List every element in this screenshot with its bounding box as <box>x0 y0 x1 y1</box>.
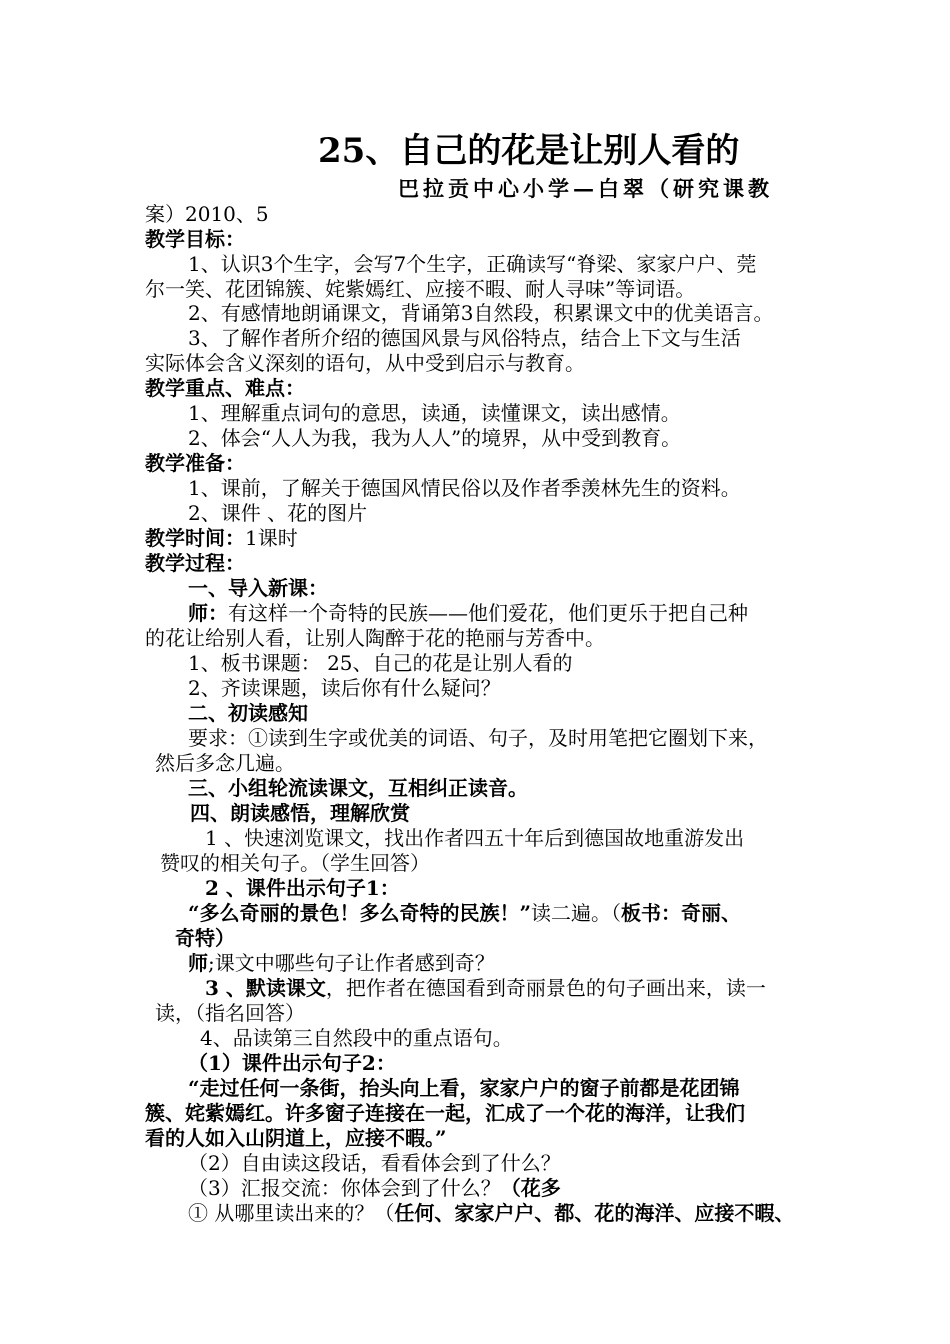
step-4-1: （1）课件出示句子2： <box>188 1051 396 1075</box>
lesson-title: 25、自己的花是让别人看的 <box>318 131 740 171</box>
goal-1-continued: 尔一笑、花团锦簇、姹紫嫣红、应接不暇、耐人寻味”等词语。 <box>145 277 696 301</box>
quote-2-line-1: “走过任何一条街，抬头向上看，家家户户的窗子前都是花团锦 <box>188 1076 740 1100</box>
section-2-requirement-continued: 然后多念几遍。 <box>155 751 295 775</box>
step-1-continued: 赞叹的相关句子。（学生回答） <box>160 851 430 875</box>
step-3-bold: 默读课文 <box>245 976 326 1000</box>
key-points-heading: 教学重点、难点： <box>145 376 305 400</box>
read-title: 2、齐读课题，读后你有什么疑问？ <box>188 676 501 700</box>
board-note-continued: 奇特） <box>175 926 235 950</box>
step-4: 4、品读第三自然段中的重点语句。 <box>200 1026 513 1050</box>
teacher-label: 师： <box>188 601 228 625</box>
teaching-time-value: 1课时 <box>245 526 298 550</box>
teacher-label-2: 师 <box>188 951 208 975</box>
goal-1: 1、认识3个生字，会写7个生字，正确读写“脊梁、家家户户、莞 <box>188 252 757 276</box>
quote-2-line-2: 簇、姹紫嫣红。许多窗子连接在一起，汇成了一个花的海洋，让我们 <box>145 1101 745 1125</box>
key-point-1: 1、理解重点词句的意思，读通，读懂课文，读出感情。 <box>188 401 681 425</box>
author-line-continued: 案）2010、5 <box>145 202 269 226</box>
board-title: 1、板书课题： 25、自己的花是让别人看的 <box>188 651 573 675</box>
quote-2-line-3: 看的人如入山阴道上，应接不暇。” <box>145 1126 447 1150</box>
step-2-question <box>188 951 810 976</box>
goal-3: 3、了解作者所介绍的德国风景与风俗特点，结合上下文与生活 <box>188 326 741 350</box>
section-3-heading: 三、小组轮流读课文，互相纠正读音。 <box>188 776 528 800</box>
process-heading: 教学过程： <box>145 551 245 575</box>
section-4-heading: 四、朗读感悟，理解欣赏 <box>190 801 410 825</box>
preparation-heading: 教学准备： <box>145 451 245 475</box>
step-2-heading: 2 、课件出示句子1： <box>205 876 400 900</box>
preparation-1: 1、课前，了解关于德国风情民俗以及作者季羡林先生的资料。 <box>188 476 741 500</box>
step-4-3 <box>188 1176 810 1201</box>
teaching-time <box>145 526 810 551</box>
teaching-time-label: 教学时间： <box>145 526 245 550</box>
step-4-3-label: （3）汇报交流： <box>188 1176 341 1200</box>
step-2-sentence <box>188 901 810 926</box>
section-1-text: 有这样一个奇特的民族——他们爱花，他们更乐于把自己种 <box>228 601 748 625</box>
section-1-heading: 一、导入新课： <box>188 576 328 600</box>
goal-2: 2、有感情地朗诵课文，背诵第3自然段，积累课文中的优美语言。 <box>188 301 774 325</box>
step-3 <box>205 976 810 1001</box>
step-3-text: ，把作者在德国看到奇丽景色的句子画出来，读一 <box>325 976 766 1000</box>
section-1-paragraph <box>188 601 810 626</box>
step-4-3-answer: （花多 <box>500 1176 561 1200</box>
goal-3-continued: 实际体会含义深刻的语句，从中受到启示与教育。 <box>145 351 585 375</box>
step-4-3-1 <box>188 1201 810 1226</box>
step-3-number: 3 、 <box>205 976 246 1000</box>
key-point-2: 2、体会“人人为我，我为人人”的境界，从中受到教育。 <box>188 426 682 450</box>
step-4-3-1-question: ① 从哪里读出来的？（ <box>188 1201 395 1225</box>
section-2-requirement: 要求：①读到生字或优美的词语、句子，及时用笔把它圈划下来， <box>188 726 768 750</box>
teacher-question: ;课文中哪些句子让作者感到奇？ <box>208 951 495 975</box>
board-note: 板书：奇丽、 <box>621 901 742 925</box>
preparation-2: 2、课件 、花的图片 <box>188 501 368 525</box>
read-twice: 读二遍。（ <box>531 901 622 925</box>
step-1: 1 、快速浏览课文，找出作者四五十年后到德国故地重游发出 <box>205 826 745 850</box>
quote-1: “多么奇丽的景色！多么奇特的民族！” <box>188 901 532 925</box>
author-line: 巴拉贡中心小学—白翠（研究课教 <box>398 176 773 201</box>
step-4-2: （2）自由读这段话，看看体会到了什么？ <box>188 1151 561 1175</box>
step-4-3-1-answer: 任何、家家户户、都、花的海洋、应接不暇、 <box>394 1201 795 1225</box>
step-4-3-question: 你体会到了什么？ <box>340 1176 501 1200</box>
section-1-text-continued: 的花让给别人看，让别人陶醉于花的艳丽与芳香中。 <box>145 626 605 650</box>
goals-heading: 教学目标： <box>145 227 245 251</box>
section-2-heading: 二、初读感知 <box>188 701 308 725</box>
step-3-continued: 读，（指名回答） <box>155 1001 305 1025</box>
